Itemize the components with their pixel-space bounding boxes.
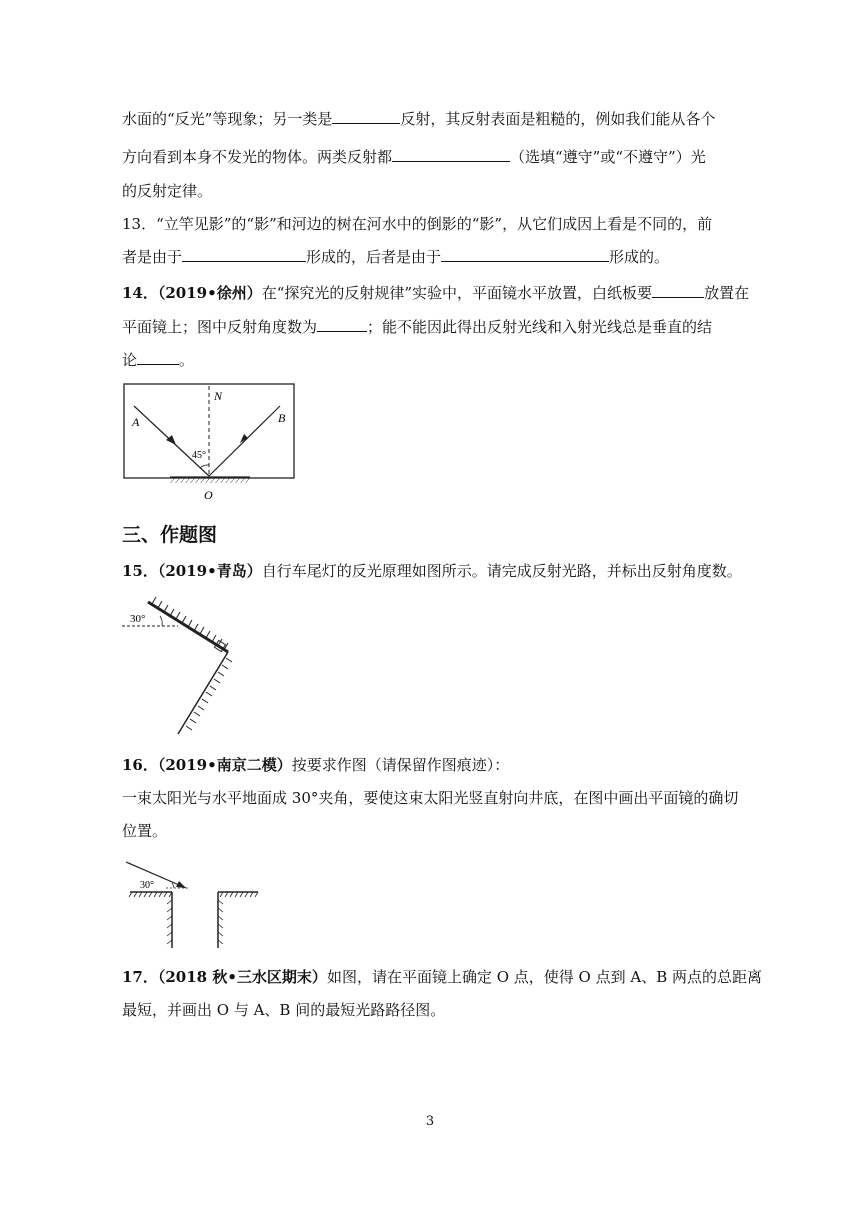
q13-text: 形成的。 bbox=[609, 248, 670, 266]
angle-arc bbox=[160, 616, 162, 626]
q17-line-2 bbox=[122, 999, 445, 1021]
label-B: B bbox=[278, 411, 286, 425]
q16-line-1 bbox=[122, 754, 509, 776]
q12-text: 水面的“反光”等现象；另一类是 bbox=[122, 110, 333, 128]
q14-text: 论 bbox=[122, 351, 138, 369]
mirror-upper-hatching bbox=[152, 597, 228, 650]
q12-text: 反射，其反射表面是粗糙的，例如我们能从各个 bbox=[400, 110, 716, 128]
mirror-lower bbox=[178, 652, 228, 734]
q13-line-2 bbox=[122, 246, 669, 268]
q17-text: 如图，请在平面镜上确定 O 点，使得 O 点到 A、B 两点的总距离 bbox=[326, 968, 762, 986]
q17-line-1 bbox=[122, 966, 762, 988]
reflected-ray bbox=[209, 406, 280, 476]
q16-text: 一束太阳光与水平地面成 30°夹角，要使这束太阳光竖直射向井底，在图中画出平面镜的确切 bbox=[122, 789, 739, 807]
answer-blank[interactable] bbox=[317, 317, 367, 332]
q15-line-1 bbox=[122, 560, 742, 582]
q16-line-3 bbox=[122, 820, 167, 842]
angle-arc bbox=[200, 465, 209, 468]
label-O: O bbox=[204, 488, 213, 502]
q13-text: 13．“立竿见影”的“影”和河边的树在河水中的倒影的“影”，从它们成因上看是不同的，前 bbox=[122, 215, 713, 233]
label-A: A bbox=[132, 415, 140, 429]
question-number: 17．（2018 秋•三水区期末） bbox=[122, 968, 327, 986]
q12-text: 的反射定律。 bbox=[122, 182, 213, 200]
q13-line-1 bbox=[122, 213, 712, 235]
well-figure bbox=[122, 854, 262, 950]
q16-line-2 bbox=[122, 787, 738, 809]
answer-blank[interactable] bbox=[652, 283, 704, 298]
q12-line-2 bbox=[122, 146, 706, 168]
q12-text: （选填“遵守”或“不遵守”）光 bbox=[510, 148, 706, 166]
q13-text: 者是由于 bbox=[122, 248, 183, 266]
q14-text: 放置在 bbox=[704, 284, 750, 302]
question-number: 15．（2019•青岛） bbox=[122, 562, 262, 580]
angle-label: 45° bbox=[192, 450, 206, 461]
answer-blank[interactable] bbox=[137, 350, 179, 365]
q17-text: 最短，并画出 O 与 A、B 间的最短光路路径图。 bbox=[122, 1001, 446, 1019]
label-N: N bbox=[214, 389, 223, 403]
q15-text: 自行车尾灯的反光原理如图所示。请完成反射光路，并标出反射角度数。 bbox=[261, 562, 742, 580]
angle-arc bbox=[172, 883, 174, 888]
section-heading: 三、作题图 bbox=[122, 524, 218, 546]
q12-line-1 bbox=[122, 108, 715, 130]
question-number: 14．（2019•徐州） bbox=[122, 284, 262, 302]
q14-text: 在“探究光的反射规律”实验中，平面镜水平放置，白纸板要 bbox=[261, 284, 653, 302]
reflection-experiment-figure bbox=[120, 382, 300, 504]
q14-line-3 bbox=[122, 349, 194, 371]
sun-ray bbox=[126, 862, 186, 888]
q12-line-3 bbox=[122, 180, 212, 202]
q12-text: 方向看到本身不发光的物体。两类反射都 bbox=[122, 148, 393, 166]
ray-arrow bbox=[176, 881, 186, 888]
mirror-hatching bbox=[170, 477, 250, 483]
q16-text: 位置。 bbox=[122, 822, 168, 840]
question-number: 16．（2019•南京二模） bbox=[122, 756, 292, 774]
q13-text: 形成的，后者是由于 bbox=[306, 248, 442, 266]
q14-text: 。 bbox=[179, 351, 195, 369]
mirror-lower-hatching bbox=[186, 658, 232, 730]
angle-label: 30° bbox=[140, 880, 154, 891]
answer-blank[interactable] bbox=[332, 109, 400, 124]
bike-reflector-figure bbox=[122, 596, 242, 738]
q14-text: ；能不能因此得出反射光线和入射光线总是垂直的结 bbox=[367, 318, 713, 336]
angle-label: 30° bbox=[130, 613, 146, 625]
answer-blank[interactable] bbox=[392, 147, 510, 162]
answer-blank[interactable] bbox=[182, 247, 306, 262]
q14-line-2 bbox=[122, 316, 712, 338]
q14-line-1 bbox=[122, 282, 749, 304]
q14-text: 平面镜上；图中反射角度数为 bbox=[122, 318, 318, 336]
page-number: 3 bbox=[425, 1114, 435, 1129]
q16-text: 按要求作图（请保留作图痕迹）： bbox=[291, 756, 510, 774]
answer-blank[interactable] bbox=[441, 247, 609, 262]
